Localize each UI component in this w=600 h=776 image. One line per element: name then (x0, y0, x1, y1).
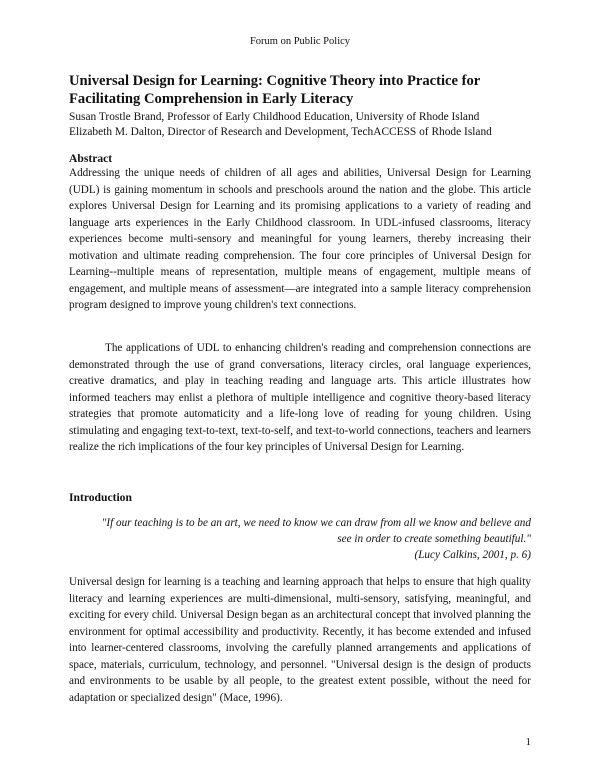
epigraph-quote-line-2: see in order to create something beautiful." (337, 533, 531, 545)
abstract-paragraph-2: The applications of UDL to enhancing children's reading and comprehension connections are demonstrated through the use of grand conversations, literacy circles, oral language experiences, creative dramatics, and play in teaching reading and language arts. This article illustrates how informed teachers may enlist a plethora of multiple intelligence and cognitive theory-based literacy strategies that promote automaticity and a life-long love of reading for young children. Using stimulating and engaging text-to-text, text-to-self, and text-to-world connections, teachers and learners realize the rich implications of the four key principles of Universal Design for Learning. (69, 342, 531, 453)
introduction-paragraph-1: Universal design for learning is a teaching and learning approach that helps to ensure that high quality literacy and learning experiences are multi-dimensional, multi-sensory, satisfying, meaningful, and exciting for every child. Universal Design began as an architectural concept that involved planning the environment for optimal accessibility and productivity. Recently, it has become extended and infused into learner-centered classrooms, involving the carefully planned arrangements and applications of space, materials, curriculum, technology, and personnel. "Universal design is the design of products and environments to be usable by all people, to the greatest extent possible, without the need for adaptation or specialized design" (Mace, 1996). (69, 576, 531, 704)
abstract-paragraph-1: Addressing the unique needs of children of all ages and abilities, Universal Design for Learning (UDL) is gaining momentum in schools and preschools around the nation and the globe. This article explores Universal Design for Learning and its promising applications to a variety of reading and language arts experiences in the Early Childhood classroom. In UDL-infused classrooms, literacy experiences become multi-sensory and meaningful for young learners, thereby increasing their motivation and ultimate reading comprehension. The four core principles of Universal Design for Learning--multiple means of representation, multiple means of engagement, multiple means of engagement, and multiple means of assessment—are integrated into a sample literacy comprehension program designed to improve young children's text connections. (69, 167, 531, 311)
epigraph-citation: (Lucy Calkins, 2001, p. 6) (414, 549, 531, 561)
epigraph-quote-line-1: "If our teaching is to be an art, we need to know we can draw from all we know and believe and (101, 517, 531, 529)
introduction-heading: Introduction (69, 491, 132, 504)
running-header: Forum on Public Policy (249, 36, 351, 47)
article-title: Universal Design for Learning: Cognitive Theory into Practice for Facilitating Comprehension in Early Literacy (69, 73, 481, 107)
abstract-heading: Abstract (69, 152, 113, 165)
page-number: 1 (525, 736, 531, 748)
author-line-2: Elizabeth M. Dalton, Director of Research and Development, TechACCESS of Rhode Island (69, 126, 492, 138)
author-line-1: Susan Trostle Brand, Professor of Early Childhood Education, University of Rhode Island (69, 111, 480, 123)
